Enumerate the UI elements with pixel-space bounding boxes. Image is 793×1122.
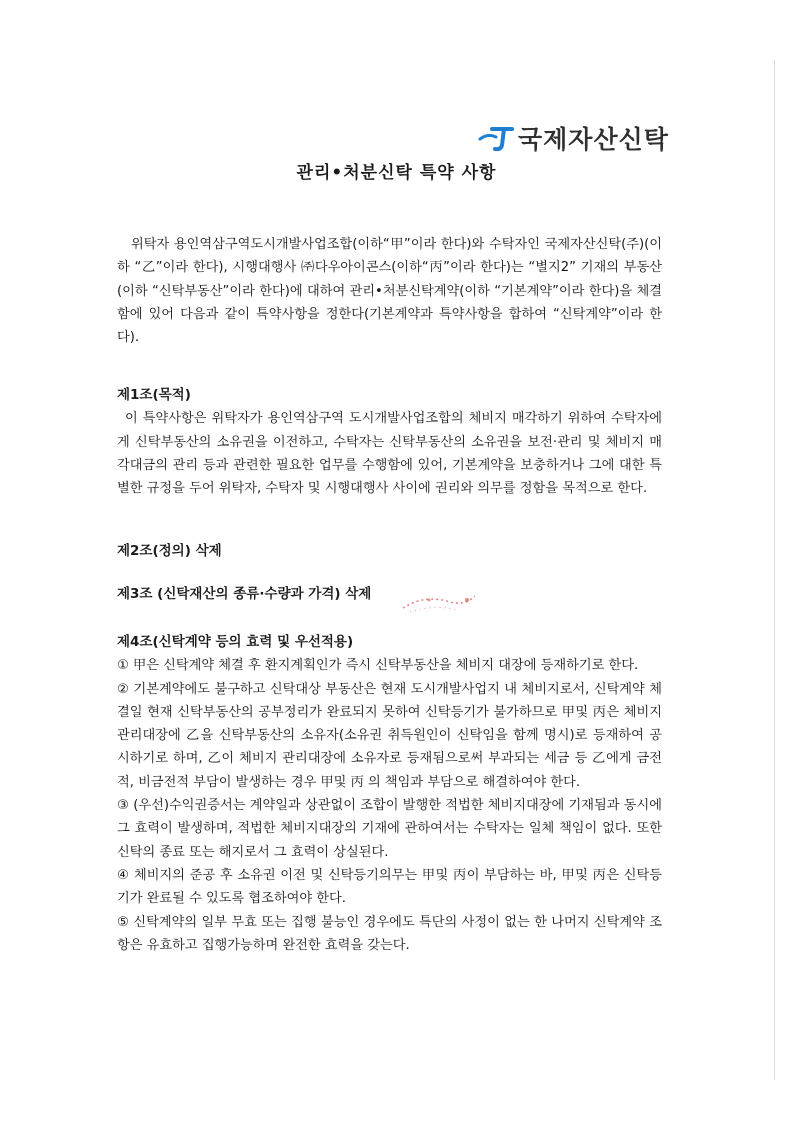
seal-mark xyxy=(395,588,480,618)
article-4-item-4: ④ 체비지의 준공 후 소유권 이전 및 신탁등기의무는 甲및 丙이 부담하는 바, 甲및 丙은 신탁등기가 완료될 수 있도록 협조하여야 한다. xyxy=(117,867,662,907)
company-logo-text: 국제자산신탁 xyxy=(518,125,669,154)
article-2-title: 제2조(정의) 삭제 xyxy=(117,543,222,559)
article-2 xyxy=(117,540,662,563)
company-logo xyxy=(478,120,669,156)
article-4-item-3: ③ (우선)수익권증서는 계약일과 상관없이 조합이 발행한 적법한 체비지대장에 기재됨과 동시에 그 효력이 발생하며, 적법한 체비지대장의 기재에 관하여서는 수탁자는 일체 책임이 없다. 또한 신탁의 종료 또는 해지로서 그 효력이 상실된다. xyxy=(117,798,662,860)
article-4-title: 제4조(신탁계약 등의 효력 및 우선적용) xyxy=(117,634,354,650)
article-3 xyxy=(117,583,662,606)
article-1-body: 이 특약사항은 위탁자가 용인역삼구역 도시개발사업조합의 체비지 매각하기 위하여 수탁자에게 신탁부동산의 소유권을 이전하고, 수탁자는 신탁부동산의 소유권을 보전·관리 및 체비지 매각대금의 관리 등과 관련한 필요한 업무를 수행함에 있어, 기본계약을 보충하거나 그에 대한 특별한 규정을 두어 위탁자, 수탁자 및 시행대행사 사이에 권리와 의무를 정함을 목적으로 한다. xyxy=(117,411,662,497)
article-4 xyxy=(117,631,662,957)
article-1-title: 제1조(목적) xyxy=(117,387,191,403)
document-title: 관리•처분신탁 특약 사항 xyxy=(296,163,497,183)
article-4-item-2: ② 기본계약에도 불구하고 신탁대상 부동산은 현재 도시개발사업지 내 체비지로서, 신탁계약 체결일 현재 신탁부동산의 공부정리가 완료되지 못하여 신탁등기가 불가하므로 甲및 丙은 체비지 관리대장에 乙을 신탁부동산의 소유자(소유권 취득원인이 신탁임을 함께 명시)로 등재하여 공시하기로 하며, 乙이 체비지 관리대장에 소유자로 등재됨으로써 부과되는 세금 등 乙에게 금전적, 비금전적 부담이 발생하는 경우 甲및 丙 의 책임과 부담으로 해결하여야 한다. xyxy=(117,681,662,790)
article-4-item-1: ① 甲은 신탁계약 체결 후 환지계획인가 즉시 신탁부동산을 체비지 대장에 등재하기로 한다. xyxy=(117,658,639,674)
intro-paragraph: 위탁자 용인역삼구역도시개발사업조합(이하“甲”이라 한다)와 수탁자인 국제자산신탁(주)(이하 “乙”이라 한다), 시행대행사 ㈜다우아이콘스(이하“丙”이라 한다)는 “별지2” 기재의 부동산(이하 “신탁부동산”이라 한다)에 대하여 관리•처분신탁계약(이하 “기본계약”이라 한다)을 체결함에 있어 다음과 같이 특약사항을 정한다(기본계약과 특약사항을 합하여 “신탁계약”이라 한다). xyxy=(117,237,662,346)
article-1 xyxy=(117,384,662,500)
article-4-item-5: ⑤ 신탁계약의 일부 무효 또는 집행 불능인 경우에도 특단의 사정이 없는 한 나머지 신탁계약 조항은 유효하고 집행가능하며 완전한 효력을 갖는다. xyxy=(117,914,662,953)
page-edge-line xyxy=(774,60,775,1080)
article-3-title: 제3조 (신탁재산의 종류·수량과 가격) 삭제 xyxy=(117,586,372,602)
company-logo-icon xyxy=(478,123,516,153)
